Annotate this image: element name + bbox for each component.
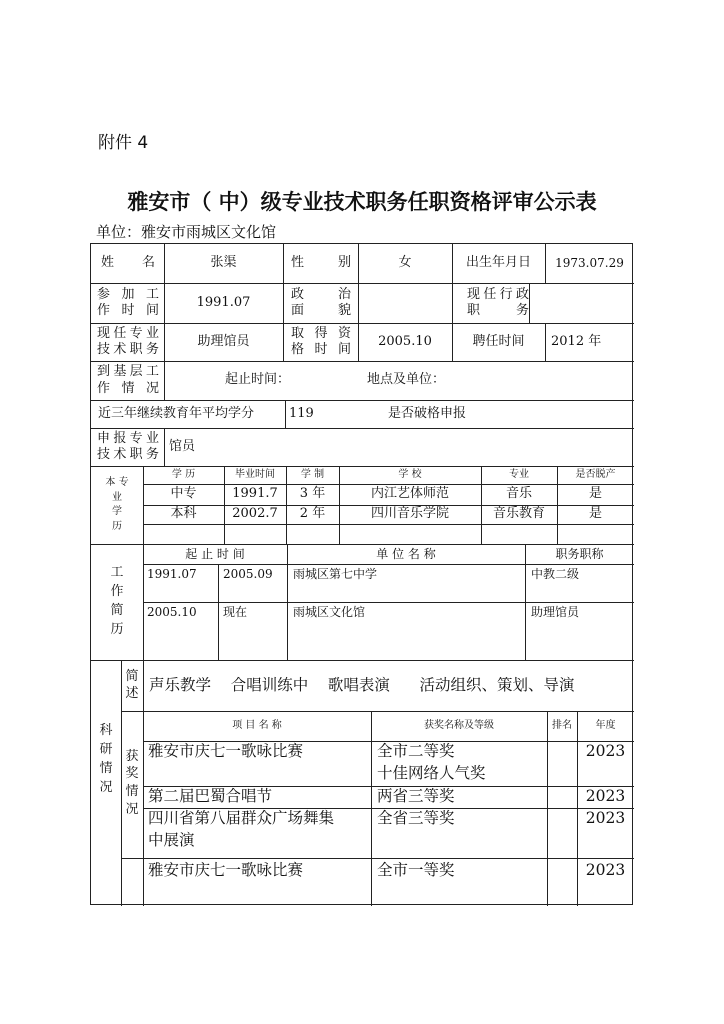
award-header-year: 年度 bbox=[595, 719, 616, 731]
break-rule-label: 是否破格申报 bbox=[388, 405, 467, 421]
row-line bbox=[91, 361, 634, 362]
tech-post-label: 现任专业 技术职务 bbox=[97, 325, 159, 357]
admin-post-label: 现任行政 职 务 bbox=[467, 286, 529, 318]
award-header-rank: 排名 bbox=[552, 719, 572, 731]
col-line bbox=[164, 428, 165, 466]
edu-major: 音乐 bbox=[505, 486, 532, 502]
edu-header-degree: 学 历 bbox=[171, 468, 196, 480]
grassroots-label: 到基层工 作 情 况 bbox=[97, 364, 159, 396]
work-start: 1991.07 bbox=[147, 566, 197, 581]
work-end: 现在 bbox=[223, 604, 248, 619]
obtain-value: 2005.10 bbox=[378, 333, 432, 349]
work-header-period: 起 止 时 间 bbox=[185, 546, 245, 561]
work-header-unit: 单 位 名 称 bbox=[376, 546, 436, 561]
edu-degree: 本科 bbox=[170, 506, 197, 522]
award-name-secondary: 十佳网络人气奖 bbox=[377, 764, 486, 783]
political-value bbox=[358, 283, 452, 323]
row-line bbox=[143, 602, 634, 603]
award-year: 2023 bbox=[585, 809, 626, 828]
award-project: 雅安市庆七一歌咏比赛 bbox=[148, 861, 304, 880]
edu-credit-label: 近三年继续教育年平均学分 bbox=[98, 405, 255, 421]
edu-graduation: 2002.7 bbox=[232, 506, 278, 522]
work-history-side-label: 工 作 简 历 bbox=[110, 565, 124, 637]
edu-header-fulltime: 是否脱产 bbox=[575, 468, 616, 480]
row-line bbox=[143, 524, 634, 525]
col-line bbox=[283, 244, 284, 361]
row-line bbox=[121, 858, 634, 859]
attachment-label: 附件 4 bbox=[98, 133, 149, 153]
work-unit: 雨城区文化馆 bbox=[293, 604, 366, 619]
work-header-title: 职务职称 bbox=[555, 546, 604, 561]
award-name: 全市二等奖 bbox=[377, 742, 455, 761]
work-start-label: 参 加 工 作 时 间 bbox=[97, 286, 159, 318]
edu-duration: 2 年 bbox=[299, 506, 326, 522]
award-project-secondary: 中展演 bbox=[148, 831, 195, 850]
award-header-project: 项 目 名 称 bbox=[232, 719, 282, 731]
work-start: 2005.10 bbox=[147, 604, 197, 619]
edu-credit-value: 119 bbox=[289, 405, 314, 421]
research-side-label: 科 研 情 况 bbox=[99, 723, 113, 795]
edu-header-major: 专业 bbox=[509, 468, 529, 480]
admin-post-value bbox=[529, 283, 634, 323]
award-rank bbox=[547, 786, 577, 808]
edu-school: 内江艺体师范 bbox=[370, 486, 449, 502]
name-value: 张渠 bbox=[210, 255, 237, 271]
grassroots-place-label: 地点及单位： bbox=[367, 372, 446, 388]
tech-post-value: 助理馆员 bbox=[197, 333, 250, 349]
work-title: 中教二级 bbox=[531, 566, 580, 581]
name-label: 姓 名 bbox=[101, 255, 155, 271]
form-table bbox=[90, 243, 633, 905]
political-label: 政 治 面 貌 bbox=[291, 286, 351, 318]
apply-post-value: 馆员 bbox=[169, 438, 196, 454]
edu-fulltime: 是 bbox=[588, 486, 602, 502]
col-line bbox=[545, 323, 546, 361]
page-title: 雅安市（ 中）级专业技术职务任职资格评审公示表 bbox=[127, 189, 597, 214]
edu-degree: 中专 bbox=[170, 486, 197, 502]
col-line bbox=[285, 400, 286, 428]
obtain-label: 取 得 资 格 时 间 bbox=[291, 325, 351, 357]
gender-value: 女 bbox=[398, 255, 412, 271]
apply-post-label: 申报专业 技术职务 bbox=[97, 430, 159, 462]
edu-fulltime: 是 bbox=[588, 506, 602, 522]
unit-line: 单位：雅安市雨城区文化馆 bbox=[96, 223, 277, 241]
gender-label: 性 别 bbox=[291, 255, 351, 271]
edu-major: 音乐教育 bbox=[492, 506, 545, 522]
edu-duration: 3 年 bbox=[299, 486, 326, 502]
grassroots-time-label: 起止时间： bbox=[225, 372, 291, 388]
summary-label: 简 述 bbox=[125, 669, 139, 701]
col-line bbox=[164, 361, 165, 400]
award-year: 2023 bbox=[585, 861, 626, 880]
award-side-label: 获 奖 情 况 bbox=[125, 748, 139, 817]
award-project: 第二届巴蜀合唱节 bbox=[148, 787, 273, 806]
col-line bbox=[143, 660, 144, 906]
edu-graduation: 1991.7 bbox=[232, 486, 278, 502]
break-rule-value bbox=[511, 400, 631, 428]
edu-header-school: 学 校 bbox=[398, 468, 422, 480]
work-unit: 雨城区第七中学 bbox=[293, 566, 378, 581]
edu-header-duration: 学 制 bbox=[300, 468, 325, 480]
work-title: 助理馆员 bbox=[531, 604, 580, 619]
award-header-name: 获奖名称及等级 bbox=[424, 719, 494, 731]
work-start-value: 1991.07 bbox=[196, 294, 251, 310]
award-name: 全市一等奖 bbox=[377, 861, 455, 880]
education-side-label: 本 专 业 学 历 bbox=[105, 477, 129, 532]
award-rank bbox=[547, 741, 577, 763]
edu-school: 四川音乐学院 bbox=[370, 506, 449, 522]
col-line bbox=[218, 564, 219, 660]
award-name: 全省三等奖 bbox=[377, 809, 455, 828]
summary-text: 声乐教学 合唱训练中 歌唱表演 活动组织、策划、导演 bbox=[149, 675, 575, 694]
award-year: 2023 bbox=[585, 787, 626, 806]
hire-value: 2012 年 bbox=[551, 333, 602, 349]
award-year: 2023 bbox=[585, 742, 626, 761]
award-project: 雅安市庆七一歌咏比赛 bbox=[148, 742, 304, 761]
edu-header-graduation: 毕业时间 bbox=[235, 468, 275, 480]
award-rank bbox=[547, 860, 577, 882]
work-end: 2005.09 bbox=[223, 566, 273, 581]
birth-value: 1973.07.29 bbox=[555, 256, 624, 270]
birth-label: 出生年月日 bbox=[465, 255, 531, 271]
award-project: 四川省第八届群众广场舞集 bbox=[148, 809, 335, 828]
row-line bbox=[143, 564, 634, 565]
award-rank bbox=[547, 808, 577, 830]
award-name: 两省三等奖 bbox=[377, 787, 455, 806]
hire-label: 聘任时间 bbox=[472, 333, 525, 349]
